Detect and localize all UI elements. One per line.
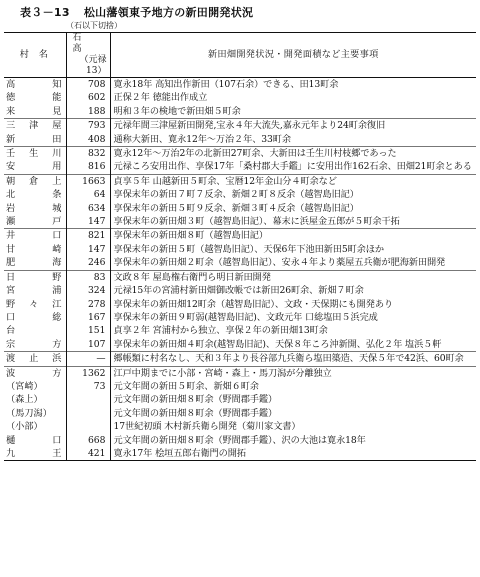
koku-cell: 278 <box>66 298 110 311</box>
description-cell: 通称大新田、寛永12年～万治２年、33町余 <box>113 133 291 145</box>
description-cell: 享保末年の新田畑８町（越智島旧記） <box>110 229 476 243</box>
table-row <box>4 284 476 297</box>
village-name-cell: （宮崎） <box>6 380 43 392</box>
village-name-cell: （森上） <box>6 394 43 406</box>
table-row <box>4 119 476 133</box>
header-koku <box>66 33 110 78</box>
koku-cell: 83 <box>66 270 110 284</box>
table-row <box>4 447 476 461</box>
village-name-cell: 日野 <box>4 270 66 284</box>
description-cell: 貞享２年 宮浦村から独立、享保２年の新田畑13町余 <box>113 325 328 337</box>
description-cell: 享保末年の新田９町弱(越智島旧記)、文政元年 口総塩田５浜完成 <box>113 311 378 323</box>
table-caption: 松山藩領東予地方の新田開発状況 <box>83 6 254 19</box>
village-name-cell: 九王 <box>6 447 62 459</box>
table-row <box>4 420 476 433</box>
header-row <box>4 33 476 78</box>
village-name-cell: 宮浦 <box>6 285 62 297</box>
village-name-cell: 徳能 <box>6 92 62 104</box>
development-table <box>4 32 476 461</box>
rounding-note: （石以下切捨） <box>66 21 122 30</box>
koku-cell: 246 <box>66 256 110 270</box>
koku-cell: 107 <box>66 338 110 352</box>
description-cell: 享保末年の新田畑12町余（越智島旧記）、文政・天保期にも開発あり <box>113 298 394 310</box>
description-cell: 寛永17年 桧垣五郎右衛門の開拓 <box>113 447 246 459</box>
table-row <box>4 338 476 352</box>
description-cell: 文政８年 屋島権右衛門ら明日新田開発 <box>110 270 476 284</box>
village-name-cell: 高知 <box>6 79 62 90</box>
koku-cell <box>66 393 110 406</box>
village-name-cell: 安用 <box>6 161 62 173</box>
table-row <box>4 298 476 311</box>
table-row <box>4 147 476 161</box>
table-body <box>4 78 476 461</box>
table-row <box>4 270 476 284</box>
description-cell: 元禄15年の宮浦村新田畑御改帳では新田26町余、新畑７町余 <box>113 285 364 297</box>
table-row <box>4 366 476 380</box>
koku-cell: 832 <box>66 147 110 161</box>
table-row <box>4 174 476 188</box>
koku-cell: 816 <box>66 160 110 174</box>
table-row <box>4 324 476 337</box>
table-row <box>4 434 476 447</box>
village-name-cell: 岩城 <box>6 202 62 214</box>
description-cell: 江戸中期までに小部・宮崎・森上・馬刀潟が分離独立 <box>110 366 476 380</box>
header-content: 新田畑開発状況・開発面積など主要事項 <box>110 33 476 78</box>
description-cell: 享保末年の新田畑３町（越智島旧記）、幕末に浜屋金五郎が５町余干拓 <box>113 216 400 228</box>
table-row <box>4 160 476 174</box>
table-row <box>4 407 476 420</box>
village-name-cell: 野々江 <box>6 298 62 310</box>
table-row <box>4 311 476 324</box>
koku-cell: 188 <box>66 105 110 119</box>
koku-cell: 793 <box>66 119 110 133</box>
koku-cell: 324 <box>66 284 110 297</box>
description-cell: 享保末年の新田畑４町余(越智島旧記)、天保８年ころ沖新開、弘化２年 塩浜５軒 <box>113 338 442 350</box>
table-row <box>4 380 476 393</box>
village-name-cell: 渡止浜 <box>4 352 66 366</box>
koku-cell: 147 <box>66 243 110 256</box>
koku-cell: 602 <box>66 91 110 104</box>
koku-cell: 708 <box>66 78 110 92</box>
koku-cell: 1362 <box>66 366 110 380</box>
description-cell: 17世紀初頭 木村新兵衛ら開発（菊川家文書） <box>113 421 301 433</box>
table-title <box>20 4 253 20</box>
table-row <box>4 229 476 243</box>
village-name-cell: 北条 <box>6 189 62 201</box>
village-name-cell: 波方 <box>4 366 66 380</box>
description-cell: 元文年間の新田５町余、新畑６町余 <box>113 380 259 392</box>
description-cell: 元禄ころ安用出作、享保17年「桑村郡大手鑑」に安用出作162石余、田畑21町余とある <box>113 161 472 173</box>
header-koku-line1: 石高 <box>72 33 94 54</box>
description-cell: 寛永12年～万治2年の北新田27町余、大新田は壬生川村枝郷であった <box>110 147 476 161</box>
village-name-cell: 宗方 <box>6 338 62 350</box>
description-cell: 元文年間の新田畑８町余（野間郡手鑑） <box>113 407 278 419</box>
description-cell: 元禄年間三津屋新田開発,宝永４年大流失,嘉永元年より24町余復旧 <box>110 119 476 133</box>
description-cell: 享保末年の新田５町（越智島旧記）、天保6年下池田新田5町余ほか <box>113 243 384 255</box>
koku-cell: 64 <box>66 188 110 201</box>
koku-cell: 421 <box>66 447 110 461</box>
village-name-cell: 瀬戸 <box>6 216 62 228</box>
header-village-name: 村名 <box>4 33 66 78</box>
koku-cell: 408 <box>66 133 110 147</box>
village-name-cell: 来見 <box>6 105 62 117</box>
table-row <box>4 78 476 92</box>
village-name-cell: 台 <box>6 325 16 337</box>
table-row <box>4 188 476 201</box>
table-number: 表３－13 <box>20 6 70 19</box>
table-row <box>4 91 476 104</box>
village-name-cell: （馬刀潟） <box>6 407 52 419</box>
village-name-cell: 三津屋 <box>4 119 66 133</box>
description-cell: 明和３年の検地で新田畑５町余 <box>113 105 241 117</box>
description-cell: 元文年間の新田畑８町余（野間郡手鑑） <box>113 394 278 406</box>
village-name-cell: 壬生川 <box>4 147 66 161</box>
koku-cell: 634 <box>66 202 110 215</box>
description-cell: 享保末年の新田５町９反余、新畑３町４反余（越智島旧記） <box>113 202 359 214</box>
koku-cell: 1663 <box>66 174 110 188</box>
koku-cell <box>66 407 110 420</box>
koku-cell: 73 <box>66 380 110 393</box>
koku-cell: — <box>66 352 110 366</box>
table-row <box>4 256 476 270</box>
description-cell: 元文年間の新田畑８町余（野間郡手鑑）、沢の大池は寛永18年 <box>113 434 366 446</box>
village-name-cell: 甘崎 <box>6 243 62 255</box>
village-name-cell: 朝倉上 <box>4 174 66 188</box>
table-row <box>4 243 476 256</box>
table-row <box>4 133 476 147</box>
koku-cell: 151 <box>66 324 110 337</box>
village-name-cell: 井口 <box>4 229 66 243</box>
table-row <box>4 215 476 229</box>
koku-cell: 167 <box>66 311 110 324</box>
village-name-cell: 樋口 <box>6 434 62 446</box>
description-cell: 郷帳類に村名なし、天和３年より長谷部九兵衛ら塩田築造、天保５年で42浜、60町余 <box>110 352 476 366</box>
description-cell: 貞享５年 山越新田５町余、宝暦12年金山分４町余など <box>110 174 476 188</box>
description-cell: 寛永18年 高知出作新田（107石余）できる、田13町余 <box>113 79 339 90</box>
table-row <box>4 393 476 406</box>
village-name-cell: （小部） <box>6 421 43 433</box>
koku-cell: 147 <box>66 215 110 229</box>
description-cell: 正保２年 徳能出作成立 <box>113 92 208 104</box>
koku-cell <box>66 420 110 433</box>
description-cell: 享保末年の新田畑２町余（越智島旧記）、安永４年より薬屋五兵衛が肥海新田開発 <box>113 257 446 269</box>
koku-cell: 668 <box>66 434 110 447</box>
village-name-cell: 口総 <box>6 311 62 323</box>
table-row <box>4 202 476 215</box>
village-name-cell: 新田 <box>6 133 62 145</box>
table-row <box>4 105 476 119</box>
koku-cell: 821 <box>66 229 110 243</box>
village-name-cell: 肥海 <box>6 257 62 269</box>
header-koku-line2: （元禄13） <box>79 55 107 76</box>
table-row <box>4 352 476 366</box>
description-cell: 享保末年の新田７町７反余、新畑２町８反余（越智島旧記） <box>113 189 359 201</box>
